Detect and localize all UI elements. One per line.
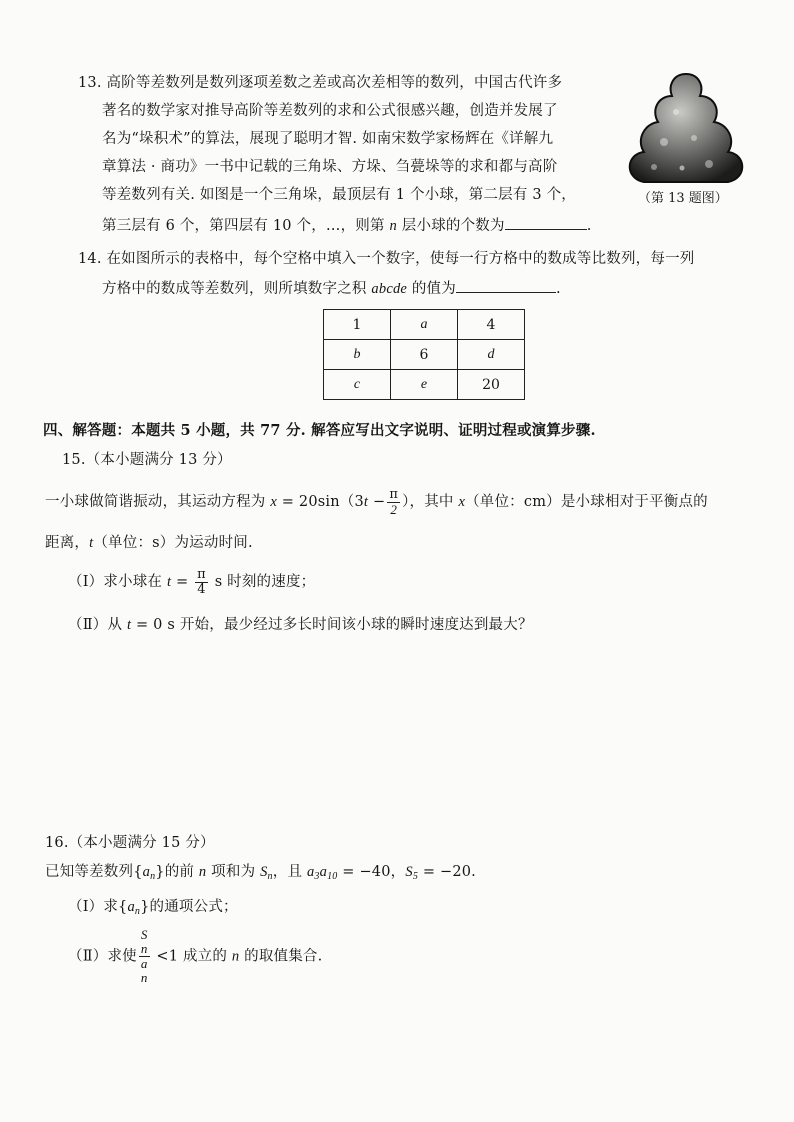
fraction-numerator: π xyxy=(197,566,206,582)
q15-var-t: t xyxy=(126,617,132,633)
q15-text: （Ⅱ）从 xyxy=(68,617,127,633)
q14-period: . xyxy=(555,281,561,297)
q15-text: 距离， xyxy=(45,535,90,551)
q16-var-a: a xyxy=(319,864,328,880)
q16-part1 xyxy=(68,897,238,922)
q14-text-1: 在如图所示的表格中，每个空格中填入一个数字，使每一行方格中的数成等比数列，每一列 xyxy=(106,251,695,267)
q14-var-abcde: abcde xyxy=(371,281,408,297)
q16-var-n: n xyxy=(198,864,207,880)
fraction-numerator: π xyxy=(389,486,399,502)
q16-var-a: a xyxy=(306,864,315,880)
grid-row xyxy=(324,370,525,400)
q14-line2 xyxy=(102,278,561,299)
q16-header: 16.（本小题满分 15 分） xyxy=(45,835,215,851)
q16-fraction-Sn-an xyxy=(139,928,150,985)
q16-text: }的通项公式； xyxy=(140,899,238,915)
q13-answer-blank[interactable] xyxy=(505,215,587,230)
grid-row xyxy=(324,340,525,370)
q15-text: （单位：cm）是小球相对于平衡点的 xyxy=(465,494,708,510)
q16-subscript: 5 xyxy=(412,871,419,882)
fraction-denominator: 2 xyxy=(390,501,398,517)
grid-cell: b xyxy=(324,340,391,370)
q16-var-S: S xyxy=(260,864,268,880)
q13-line1 xyxy=(78,73,562,93)
grid-cell: 4 xyxy=(458,310,525,340)
fraction-numerator xyxy=(139,928,150,957)
q16-text: 已知等差数列{ xyxy=(45,864,143,880)
q16-var-S: S xyxy=(405,864,413,880)
q15-fraction-pi-4 xyxy=(195,568,208,597)
q16-part2 xyxy=(68,928,322,985)
q16-var-a: a xyxy=(142,864,151,880)
q14-number: 14. xyxy=(78,251,102,267)
q13-line6 xyxy=(102,215,592,236)
q15-text: s 时刻的速度； xyxy=(209,574,316,590)
q13-period: . xyxy=(586,218,592,234)
q16-subscript: n xyxy=(140,941,148,956)
q16-var-a: a xyxy=(127,899,135,915)
grid-cell: e xyxy=(391,370,458,400)
q14-answer-blank[interactable] xyxy=(456,278,556,293)
q15-body-line2 xyxy=(45,533,253,553)
q13-line5 xyxy=(102,185,576,205)
q16-text: }的前 xyxy=(155,864,199,880)
q14-text-2a: 方格中的数成等差数列，则所填数字之积 xyxy=(102,281,372,297)
q16-text: ，且 xyxy=(272,864,307,880)
q15-var-t: t xyxy=(89,535,94,551)
q15-fraction-pi-2 xyxy=(387,488,400,517)
q15-var-t: t xyxy=(363,494,369,510)
q15-var-x: x xyxy=(270,494,277,510)
q16-subscript: n xyxy=(150,871,156,882)
q13-text-4: 章算法 · 商功》一书中记载的三角垛、方垛、刍甍垛等的求和都与高阶 xyxy=(102,159,558,175)
q13-line4 xyxy=(102,157,557,177)
q16-var-a: a xyxy=(140,956,148,971)
q13-line2 xyxy=(102,101,558,121)
q15-eq-part: = xyxy=(171,574,194,590)
q16-subscript: n xyxy=(140,970,148,985)
q13-number: 13. xyxy=(78,75,102,91)
q13-text-6a: 第三层有 6 个，第四层有 10 个，…，则第 xyxy=(102,218,390,234)
q15-part2 xyxy=(68,615,533,635)
q15-text: （单位：s）为运动时间. xyxy=(93,535,253,551)
q13-var-n: n xyxy=(389,218,397,234)
q15-var-x: x xyxy=(458,494,466,510)
q13-text-3: 名为“垛积术”的算法，展现了聪明才智. 如南宋数学家杨辉在《详解九 xyxy=(102,131,554,147)
q15-text: = 0 s 开始，最少经过多长时间该小球的瞬时速度达到最大？ xyxy=(131,617,533,633)
grid-cell: c xyxy=(324,370,391,400)
q16-text: <1 成立的 xyxy=(151,948,232,965)
q15-body-line1 xyxy=(45,487,708,517)
q13-text-6b: 层小球的个数为 xyxy=(396,218,505,234)
q16-body xyxy=(45,862,476,887)
q15-eq-part: − xyxy=(368,494,386,510)
q16-text: （Ⅱ）求使 xyxy=(68,948,137,965)
grid-cell: 6 xyxy=(391,340,458,370)
q16-var-S: S xyxy=(140,927,148,942)
grid-cell: d xyxy=(458,340,525,370)
q15-part1 xyxy=(68,566,315,598)
q13-text-2: 著名的数学家对推导高阶等差数列的求和公式很感兴趣，创造并发展了 xyxy=(102,103,558,119)
q15-text: （Ⅰ）求小球在 xyxy=(68,574,167,590)
q16-var-n: n xyxy=(231,948,240,965)
q16-text: 项和为 xyxy=(206,864,261,880)
q16-text: = −40， xyxy=(337,864,406,880)
triangular-pile-figure xyxy=(624,72,748,184)
q16-text: （Ⅰ）求{ xyxy=(68,899,128,915)
grid-cell: a xyxy=(391,310,458,340)
fraction-denominator xyxy=(139,957,150,985)
q14-text-2b: 的值为 xyxy=(407,281,456,297)
q16-subscript: 3 xyxy=(314,871,320,882)
grid-cell: 1 xyxy=(324,310,391,340)
grid-row xyxy=(324,310,525,340)
q15-header: 15.（本小题满分 13 分） xyxy=(62,452,232,468)
q16-subscript: n xyxy=(267,871,273,882)
q16-text: = −20. xyxy=(418,864,476,880)
fraction-denominator: 4 xyxy=(197,581,206,597)
q13-line3 xyxy=(102,129,553,149)
q15-text: 一小球做简谐振动，其运动方程为 xyxy=(45,494,271,510)
q13-text-1: 高阶等差数列是数列逐项差数之差或高次差相等的数列，中国古代许多 xyxy=(106,75,563,91)
q16-subscript: 10 xyxy=(327,871,338,882)
number-grid xyxy=(323,309,525,400)
q15-var-t: t xyxy=(166,574,172,590)
q14-line1 xyxy=(78,249,694,269)
q15-eq-part: ），其中 xyxy=(402,494,459,510)
q16-text: 的取值集合. xyxy=(239,948,323,965)
figure-caption: （第 13 题图） xyxy=(638,191,728,206)
section-heading: 四、解答题：本题共 5 小题，共 77 分. 解答应写出文字说明、证明过程或演算步骤. xyxy=(43,422,596,439)
q13-text-5: 等差数列有关. 如图是一个三角垛，最顶层有 1 个小球，第二层有 3 个， xyxy=(102,187,577,203)
q15-eq-part: = 20sin（3 xyxy=(276,494,364,510)
grid-cell: 20 xyxy=(458,370,525,400)
q16-subscript: n xyxy=(134,906,141,917)
triangular-pile-image xyxy=(624,72,748,184)
